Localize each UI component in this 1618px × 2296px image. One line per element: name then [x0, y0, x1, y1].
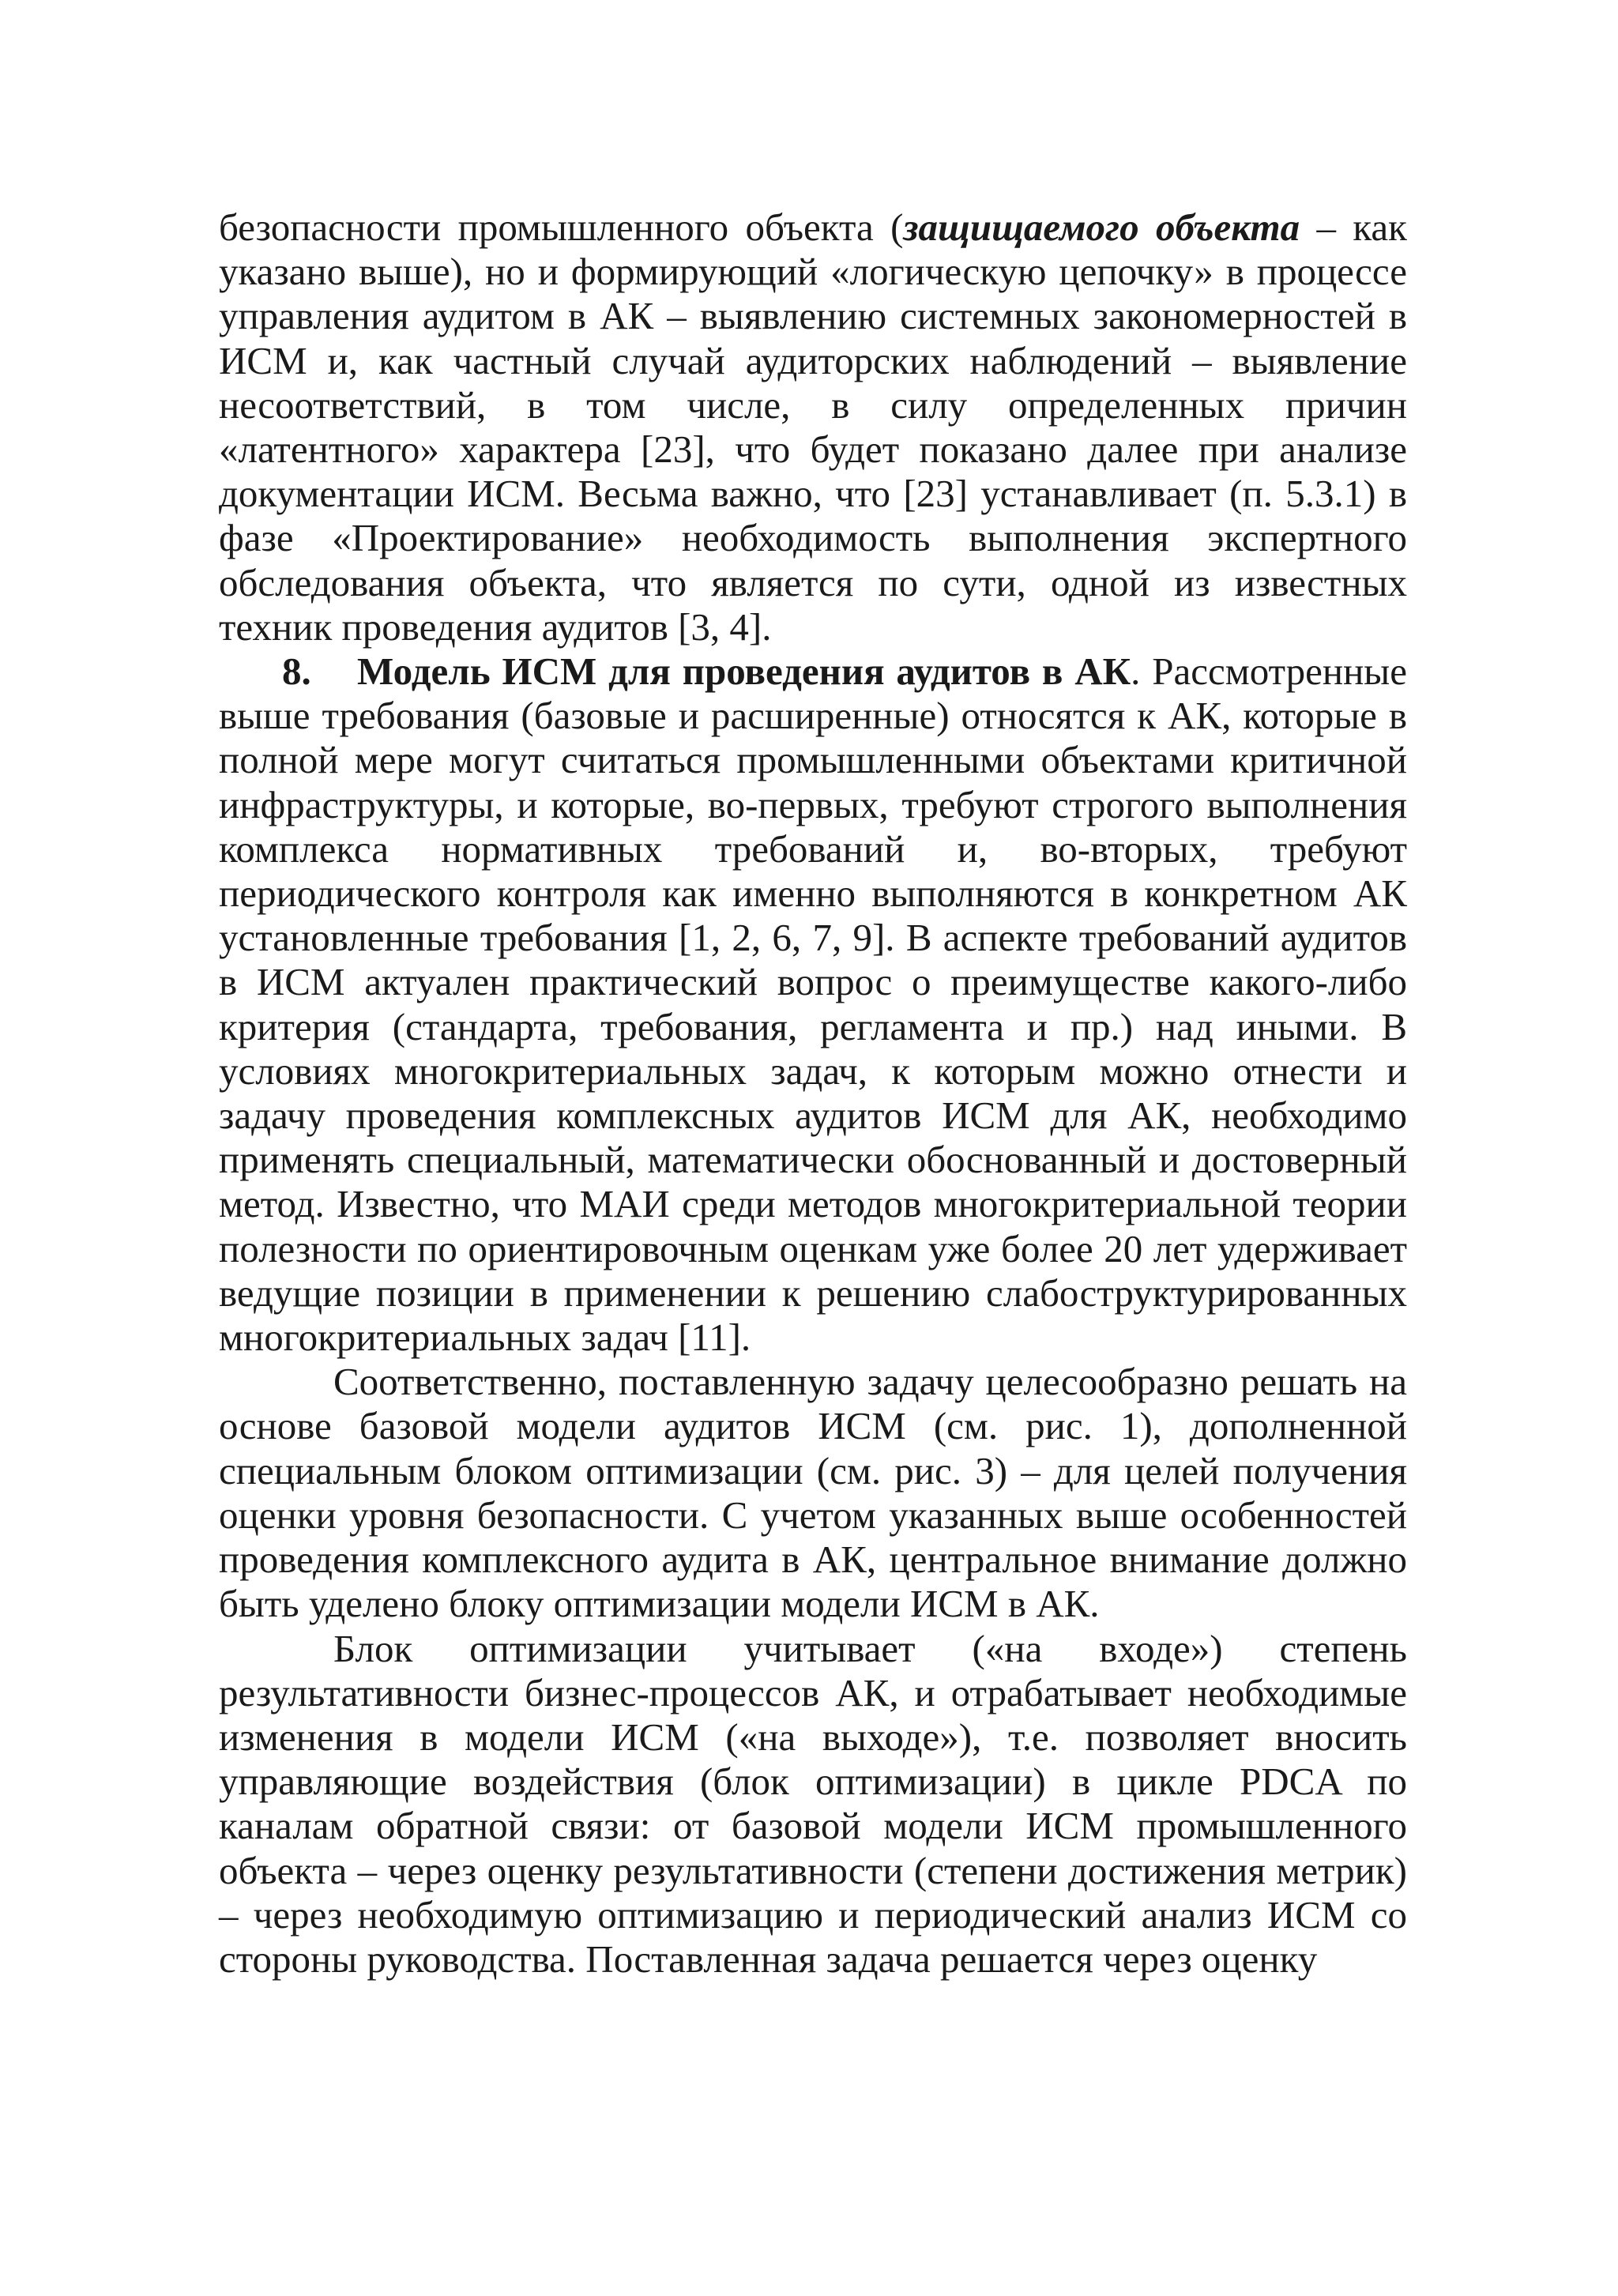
paragraph-1-text-start: безопасности промышленного объекта ( [219, 205, 904, 249]
section-number: 8. [282, 649, 311, 694]
paragraph-1-text-end: – как указано выше), но и формирующий «логическую цепочку» в процессе управления аудитом в АК – выявлению системных закономерностей в ИСМ и, как частный случай аудиторских наблюдений – выявление несоответствий, в том числе, в силу определенных причин «латентного» характера [23], что будет показано далее при анализе документации ИСМ. Весьма важно, что [23] устанавливает (п. 5.3.1) в фазе «Проектирование» необходимость выполнения экспертного обследования объекта, что является по сути, одной из известных техник проведения аудитов [3, 4]. [219, 205, 1407, 649]
paragraph-4: Блок оптимизации учитывает («на входе») степень результативности бизнес-процессов АК, и отрабатывает необходимые изменения в модели ИСМ («на выходе»), т.е. позволяет вносить управляющие воздействия (блок оптимизации) в цикле PDCA по каналам обратной связи: от базовой модели ИСМ промышленного объекта – через оценку результативности (степени достижения метрик) – через необходимую оптимизацию и периодический анализ ИСМ со стороны руководства. Поставленная задача решается через оценку [219, 1626, 1407, 1981]
section-heading: Модель ИСМ для проведения аудитов в АК [357, 649, 1131, 694]
document-body [219, 205, 1407, 1982]
paragraph-1 [219, 205, 1407, 649]
paragraph-2 [219, 649, 1407, 1360]
paragraph-3: Соответственно, поставленную задачу целесообразно решать на основе базовой модели аудитов ИСМ (см. рис. 1), дополненной специальным блоком оптимизации (см. рис. 3) – для целей получения оценки уровня безопасности. С учетом указанных выше особенностей проведения комплексного аудита в АК, центральное внимание должно быть уделено блоку оптимизации модели ИСМ в АК. [219, 1360, 1407, 1626]
paragraph-1-emphasis: защищаемого объекта [903, 205, 1300, 249]
paragraph-2-body: . Рассмотренные выше требования (базовые и расширенные) относятся к АК, которые в полной мере могут считаться промышленными объектами критичной инфраструктуры, и которые, во-первых, требуют строгого выполнения комплекса нормативных требований и, во-вторых, требуют периодического контроля как именно выполняются в конкретном АК установленные требования [1, 2, 6, 7, 9]. В аспекте требований аудитов в ИСМ актуален практический вопрос о преимуществе какого-либо критерия (стандарта, требования, регламента и пр.) над иными. В условиях многокритериальных задач, к которым можно отнести и задачу проведения комплексных аудитов ИСМ для АК, необходимо применять специальный, математически обоснованный и достоверный метод. Известно, что МАИ среди методов многокритериальной теории полезности по ориентировочным оценкам уже более 20 лет удерживает ведущие позиции в применении к решению слабоструктурированных многокритериальных задач [11]. [219, 649, 1407, 1360]
